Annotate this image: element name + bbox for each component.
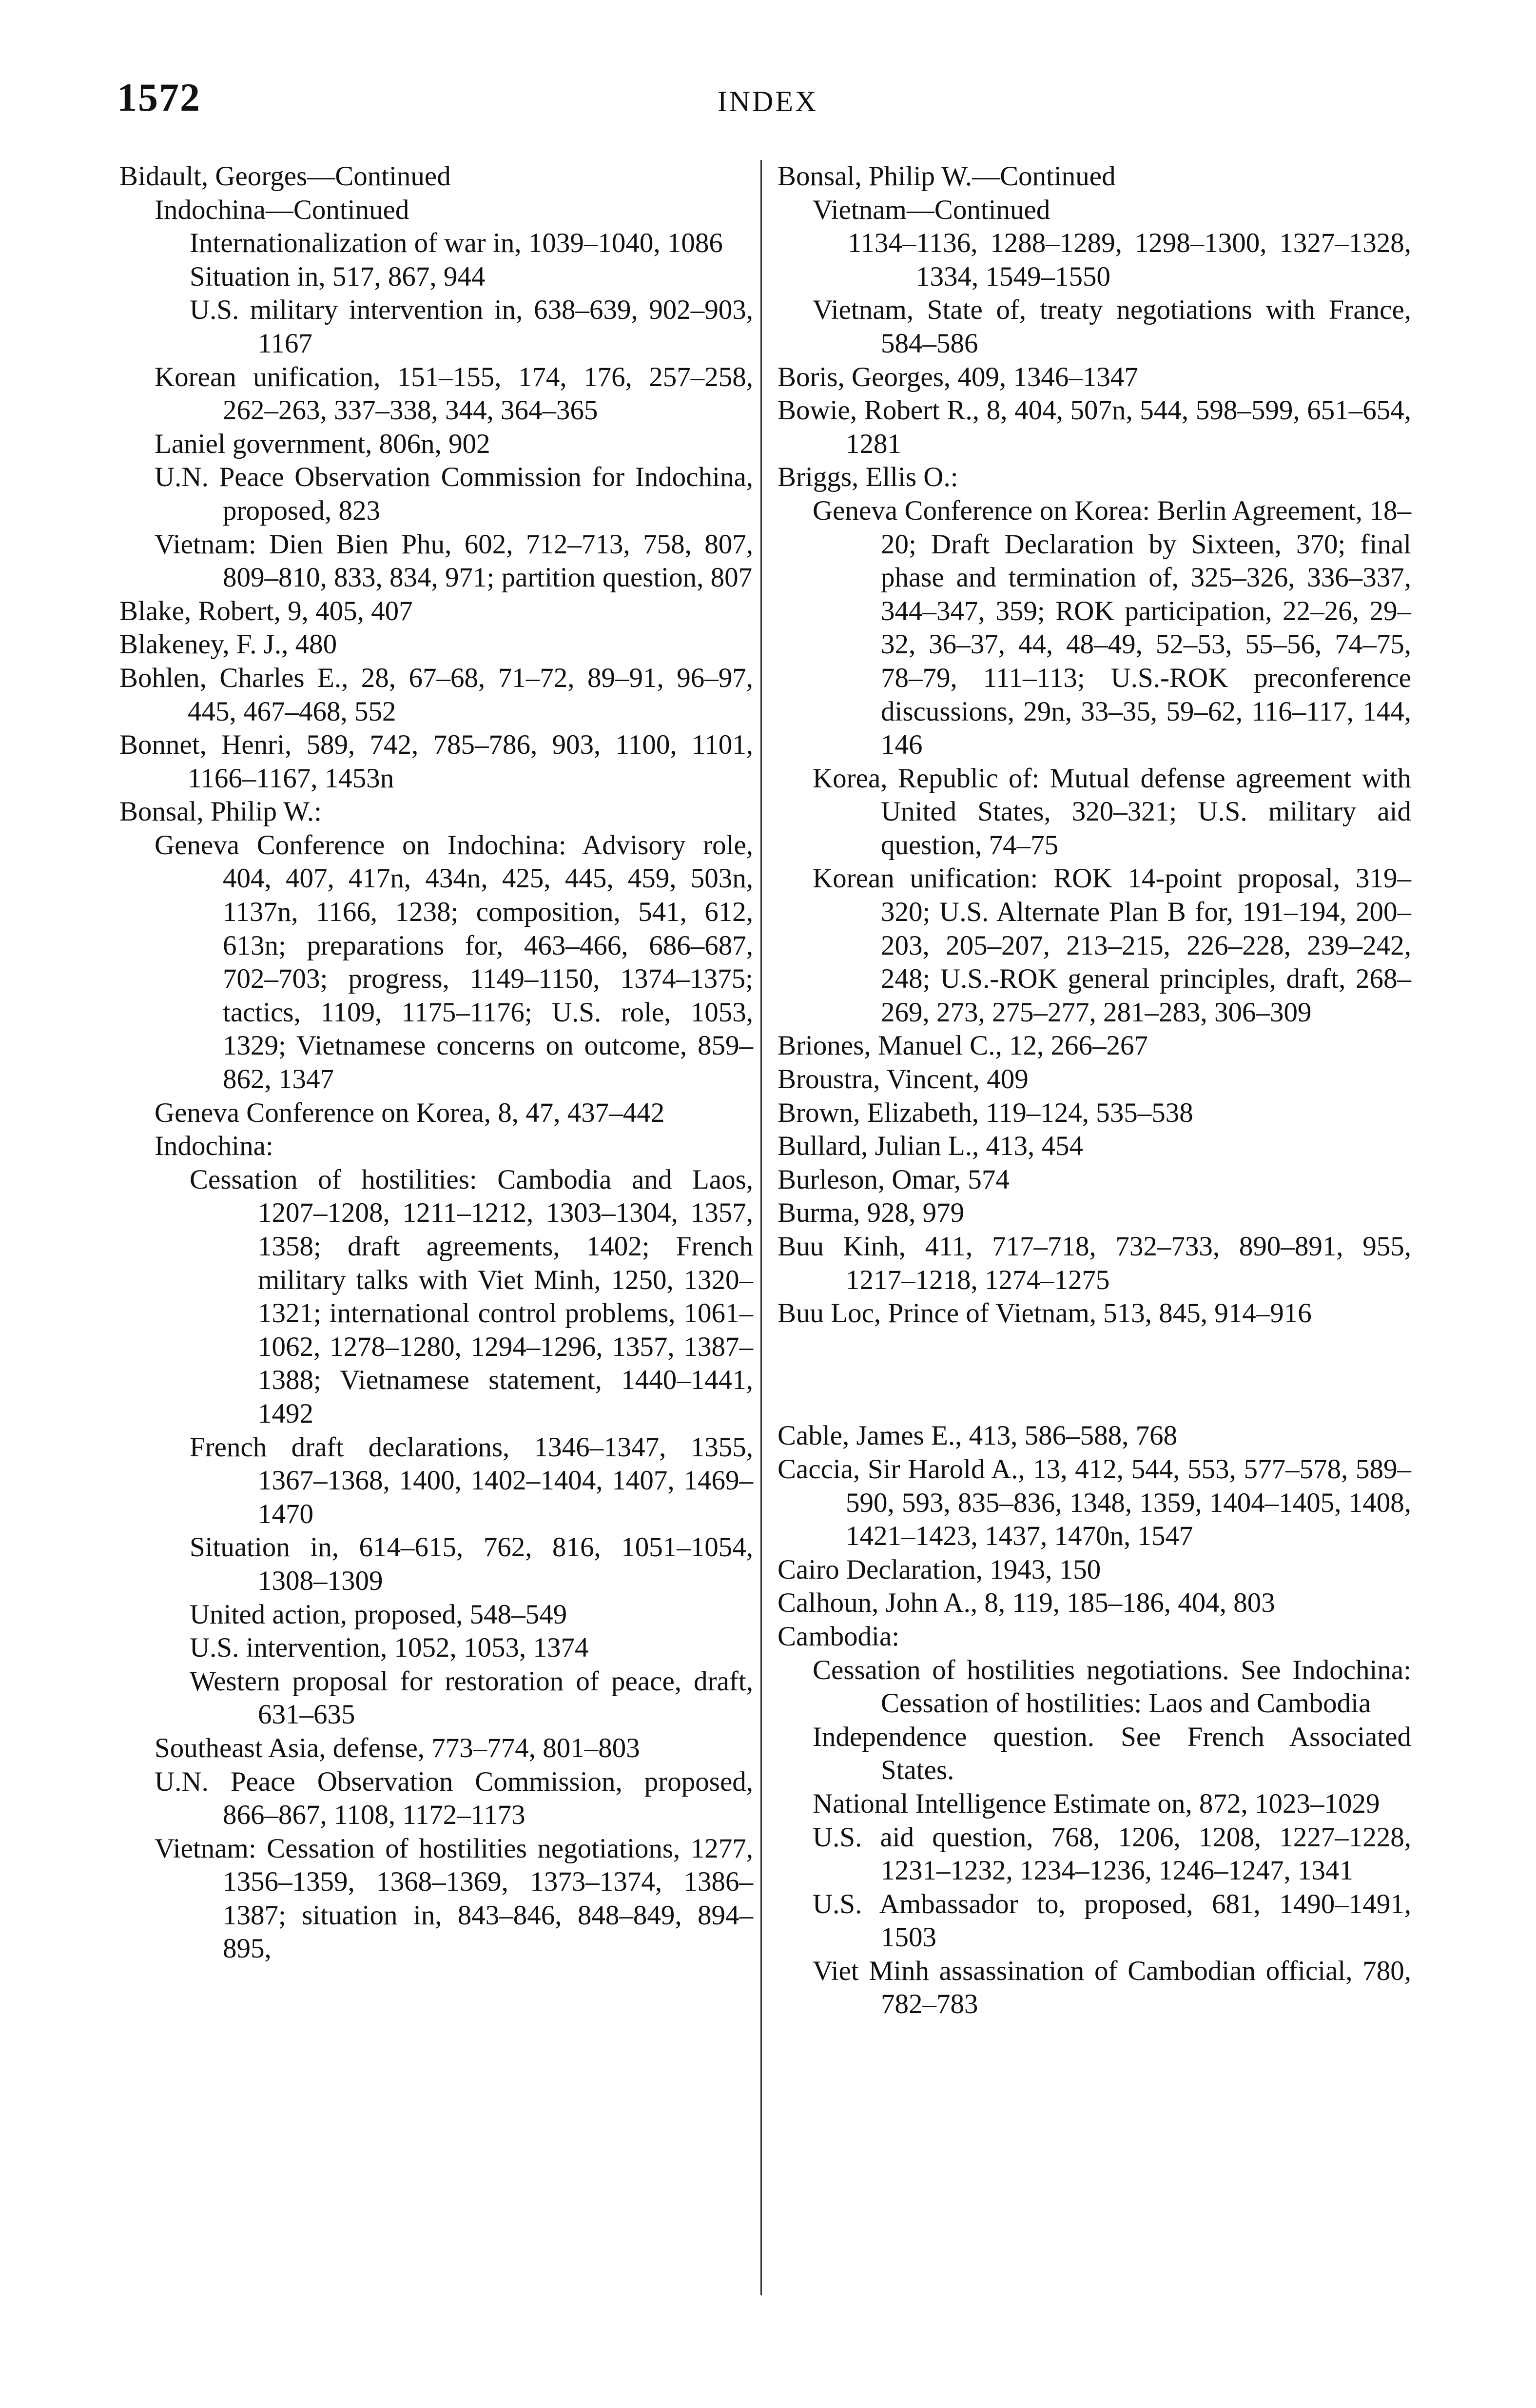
index-entry: U.N. Peace Observation Commission for Indochina, proposed, 823 [155,462,753,526]
index-entry: U.N. Peace Observation Commission, proposed, 866–867, 1108, 1172–1173 [155,1766,753,1831]
index-entry: Bowie, Robert R., 8, 404, 507n, 544, 598–599, 651–654, 1281 [778,395,1411,459]
page-header [117,73,1419,127]
index-entry: Vietnam—Continued [813,194,1050,225]
index-entry: Indochina: [155,1131,273,1162]
index-entry: Broustra, Vincent, 409 [778,1064,1029,1095]
index-entry: Cable, James E., 413, 586–588, 768 [778,1420,1178,1451]
index-entry: Southeast Asia, defense, 773–774, 801–803 [155,1732,640,1763]
index-entry: National Intelligence Estimate on, 872, 1023–1029 [813,1788,1380,1819]
index-entry: Cambodia: [778,1621,900,1652]
index-entry: Burleson, Omar, 574 [778,1164,1010,1195]
index-entry: Cessation of hostilities: Cambodia and Laos, 1207–1208, 1211–1212, 1303–1304, 1357, 1358; draft agreements, 1402; French military talks with Viet Minh, 1250, 1320–1321; international control problems, 1061–1062, 1278–1280, 1294–1296, 1357, 1387–1388; Vietnamese statement, 1440–1441, 1492 [190,1164,753,1429]
index-entry: Buu Kinh, 411, 717–718, 732–733, 890–891, 955, 1217–1218, 1274–1275 [778,1231,1411,1295]
index-entry: Brown, Elizabeth, 119–124, 535–538 [778,1097,1193,1128]
index-entry: Blake, Robert, 9, 405, 407 [119,595,413,626]
index-entry: U.S. intervention, 1052, 1053, 1374 [190,1632,589,1664]
index-entry: Briones, Manuel C., 12, 266–267 [778,1030,1148,1061]
index-entry: Bohlen, Charles E., 28, 67–68, 71–72, 89–91, 96–97, 445, 467–468, 552 [119,662,753,727]
page-number: 1572 [117,75,201,119]
index-entry: Vietnam: Dien Bien Phu, 602, 712–713, 758, 807, 809–810, 833, 834, 971; partition question, 807 [155,529,753,593]
index-entry: Boris, Georges, 409, 1346–1347 [778,361,1138,392]
index-entry: Geneva Conference on Korea, 8, 47, 437–442 [155,1097,665,1128]
index-entry: Viet Minh assassination of Cambodian official, 780, 782–783 [813,1955,1411,2020]
index-entry: Burma, 928, 979 [778,1197,965,1229]
index-entry: Cairo Declaration, 1943, 150 [778,1554,1101,1585]
index-entry: Korean unification, 151–155, 174, 176, 257–258, 262–263, 337–338, 344, 364–365 [155,361,753,426]
running-head: INDEX [717,85,818,117]
index-entry: Bidault, Georges—Continued [119,161,451,192]
index-entry: Situation in, 614–615, 762, 816, 1051–1054, 1308–1309 [190,1532,753,1596]
index-entry: Geneva Conference on Korea: Berlin Agreement, 18–20; Draft Declaration by Sixteen, 370; final phase and termination of, 325–326, 336–337, 344–347, 359; ROK participation, 22–26, 29–32, 36–37, 44, 48–49, 52–53, 55–56, 74–75, 78–79, 111–113; U.S.-ROK preconference discussions, 29n, 33–35, 59–62, 116–117, 144, 146 [813,495,1411,761]
index-entry: Caccia, Sir Harold A., 13, 412, 544, 553, 577–578, 589–590, 593, 835–836, 1348, 1359, 1404–1405, 1408, 1421–1423, 1437, 1470n, 1547 [778,1453,1411,1552]
section-gap [778,1358,1411,1392]
index-entry: Calhoun, John A., 8, 119, 185–186, 404, 803 [778,1587,1275,1619]
index-entry: Korean unification: ROK 14-point proposal, 319–320; U.S. Alternate Plan B for, 191–194, 200–203, 205–207, 213–215, 226–228, 239–242, 248; U.S.-ROK general principles, draft, 268–269, 273, 275–277, 281–283, 306–309 [813,863,1411,1028]
index-entry: Bonsal, Philip W.—Continued [778,161,1116,192]
index-entry: Situation in, 517, 867, 944 [190,261,486,292]
index-column-left [119,160,753,1966]
index-entry: U.S. Ambassador to, proposed, 681, 1490–1491, 1503 [813,1888,1411,1953]
index-entry: Indochina—Continued [155,194,409,225]
index-entry: Cessation of hostilities negotiations. See Indochina: Cessation of hostilities: Laos and Cambodia [813,1654,1411,1719]
index-entry: Internationalization of war in, 1039–1040, 1086 [190,228,723,259]
index-entry: Blakeney, F. J., 480 [119,629,337,660]
index-entry: Bonnet, Henri, 589, 742, 785–786, 903, 1100, 1101, 1166–1167, 1453n [119,729,753,794]
index-entry: Laniel government, 806n, 902 [155,428,490,459]
index-entry: Vietnam, State of, treaty negotiations with France, 584–586 [813,294,1411,359]
index-entry: Western proposal for restoration of peace, draft, 631–635 [190,1665,753,1730]
index-entry: 1134–1136, 1288–1289, 1298–1300, 1327–1328, 1334, 1549–1550 [848,228,1411,292]
index-entry: Buu Loc, Prince of Vietnam, 513, 845, 914–916 [778,1298,1312,1329]
index-entry: U.S. aid question, 768, 1206, 1208, 1227–1228, 1231–1232, 1234–1236, 1246–1247, 1341 [813,1821,1411,1886]
index-entry: Independence question. See French Associated States. [813,1721,1411,1786]
index-entry: Bonsal, Philip W.: [119,796,322,827]
column-divider [760,160,762,2295]
index-column-right [778,160,1411,2021]
index-entry: French draft declarations, 1346–1347, 1355, 1367–1368, 1400, 1402–1404, 1407, 1469–1470 [190,1431,753,1529]
index-entry: Vietnam: Cessation of hostilities negotiations, 1277, 1356–1359, 1368–1369, 1373–1374, 1386–1387; situation in, 843–846, 848–849, 894–895, [155,1833,753,1964]
index-entry: Geneva Conference on Indochina: Advisory role, 404, 407, 417n, 434n, 425, 445, 459, 503n, 1137n, 1166, 1238; composition, 541, 612, 613n; preparations for, 463–466, 686–687, 702–703; progress, 1149–1150, 1374–1375; tactics, 1109, 1175–1176; U.S. role, 1053, 1329; Vietnamese concerns on outcome, 859–862, 1347 [155,829,753,1095]
index-entry: U.S. military intervention in, 638–639, 902–903, 1167 [190,294,753,359]
index-entry: Korea, Republic of: Mutual defense agreement with United States, 320–321; U.S. military aid question, 74–75 [813,763,1411,861]
index-entry: Briggs, Ellis O.: [778,462,958,493]
index-entry: Bullard, Julian L., 413, 454 [778,1131,1083,1162]
index-entry: United action, proposed, 548–549 [190,1599,567,1630]
